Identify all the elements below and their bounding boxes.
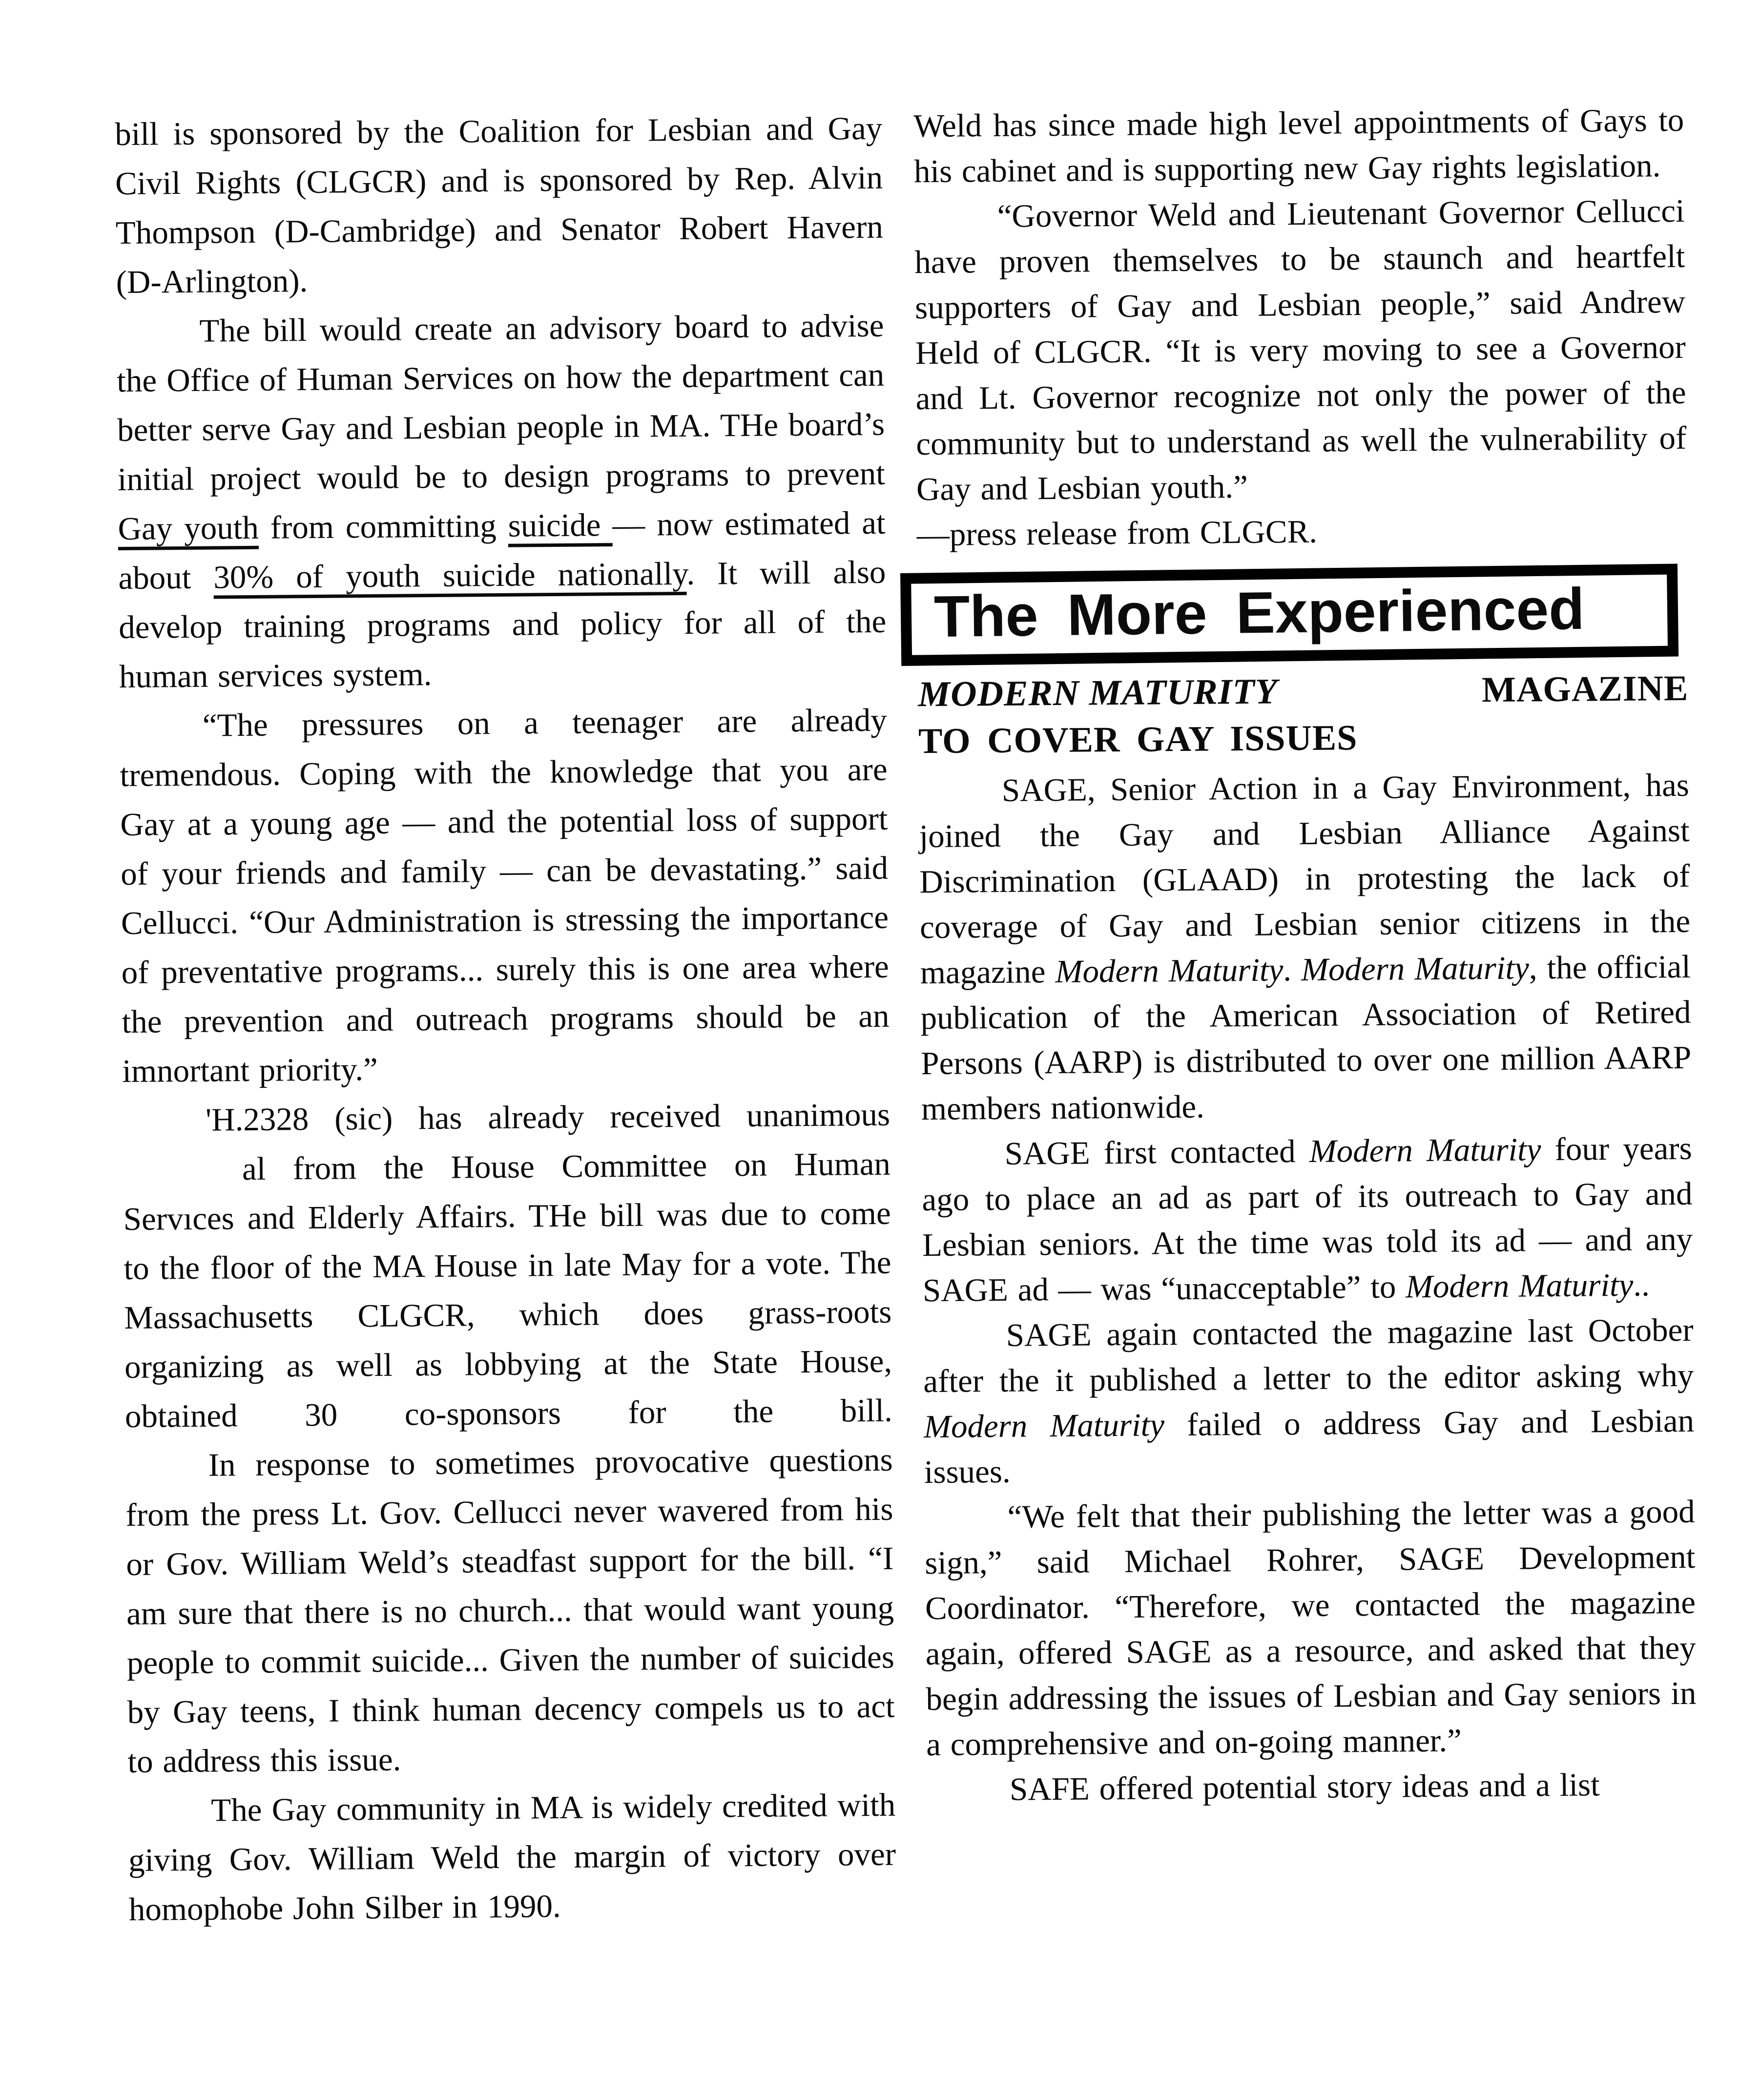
- text-run: 30% of youth suicide nationally: [213, 555, 687, 596]
- print-gap: [123, 1180, 242, 1181]
- paragraph: [123, 1090, 893, 1441]
- text-run: SAGE, Senior Action in a Gay Environment, has joined the Gay and Lesbian Alliance Against Discrimination (GLAAD) in protesting the lack of coverage of Gay and Lesbian senior citizens in the magazine: [919, 767, 1691, 991]
- article-heading-line1: [918, 665, 1689, 718]
- paragraph: [921, 1126, 1693, 1313]
- text-run: The bill would create an advisory board to advise the Office of Human Services on how the department can better serve Gay and Lesbian people in MA. THe board’s initial project would be to design programs to prevent: [116, 307, 886, 498]
- paragraph: [913, 98, 1684, 194]
- right-column: [913, 98, 1697, 1813]
- text-run: In response to sometimes provocative questions from the press Lt. Gov. Cellucci never wavered from his or Gov. William Weld’s steadfast support for the bill. “I am sure that there is no church... that would want young people to commit suicide... Given the number of suicides by Gay teens, I think human decency compels us to act to address this issue.: [125, 1441, 895, 1780]
- text-run: Modern Maturity: [1055, 952, 1284, 990]
- text-run: al from the House Committee on Human: [242, 1145, 891, 1187]
- heading-word: MAGAZINE: [1481, 668, 1689, 710]
- text-run: “The pressures on a teenager are already tremendous. Coping with the knowledge that you are Gay at a young age — and the potential loss of support of your friends and family — can be devastating.” said Cellucci. “Our Administration is stressing the importance of preventative programs... surely this is one area where the prevention and outreach programs should be an imnortant priority.”: [120, 702, 890, 1090]
- text-run: four years ago to place an ad as part of its outreach to Gay and Lesbian seniors. At the time was told its ad — and any SAGE ad — was “unacceptable” to: [922, 1130, 1693, 1309]
- paragraph: [923, 1308, 1695, 1495]
- paragraph: [919, 763, 1692, 1132]
- text-run: —press release from CLGCR.: [916, 513, 1318, 553]
- text-run: “We felt that their publishing the letter was a good sign,” said Michael Rohrer, SAGE Development Coordinator. “Therefore, we contacted the magazine again, offered SAGE as a resource, and asked that they begin addressing the issues of Lesbian and Gay seniors in a comprehensive and on-going manner.”: [925, 1493, 1697, 1763]
- paragraph: [916, 506, 1687, 558]
- text-run: failed o address Gay and Lesbian issues.: [924, 1402, 1695, 1491]
- paragraph: [119, 696, 890, 1096]
- text-run: Servıces and Elderly Affairs. THe bill was due to come to the floor of the MA House in late May for a vote. The Massachusetts CLGCR, which does grass-roots organizing as well as lobbying at the State House, obtained 30 co-sponsors for the bill.: [123, 1195, 893, 1435]
- text-run: ..: [1633, 1267, 1650, 1303]
- text-run: , the official publication of the American Association of Retired Persons (AARP) is distributed to over one million AARP members nationwide.: [920, 948, 1692, 1127]
- paragraph: [927, 1762, 1698, 1813]
- text-run: 'H.2328 (sic) has already received unanimous: [205, 1096, 891, 1138]
- text-run: .: [1283, 952, 1302, 988]
- text-run: Modern Maturity: [1405, 1267, 1634, 1305]
- paragraph: [116, 301, 887, 702]
- text-run: from committing: [258, 507, 508, 546]
- paragraph: [914, 188, 1687, 512]
- text-run: Modern Maturity: [1309, 1131, 1541, 1169]
- text-run: Modern Maturity: [1301, 950, 1530, 988]
- paragraph: [924, 1489, 1697, 1767]
- article-heading: [918, 665, 1689, 765]
- text-run: SAFE offered potential story ideas and a list: [1009, 1767, 1600, 1808]
- paragraph: [125, 1435, 895, 1787]
- paragraph: [115, 104, 884, 307]
- text-run: suicide: [508, 507, 613, 544]
- text-run: . It will also develop training programs and policy for all of the human services system.: [118, 554, 887, 695]
- text-run: “Governor Weld and Lieutenant Governor Cellucci have proven themselves to be staunch and heartfelt supporters of Gay and Lesbian people,” said Andrew Held of CLGCR. “It is very moving to see a Governor and Lt. Governor recognize not only the power of the community but to understand as well the vulnerability of Gay and Lesbian youth.”: [914, 192, 1687, 508]
- left-column: [115, 104, 896, 1934]
- text-run: Weld has since made high level appointments of Gays to his cabinet and is supporting new Gay rights legislation.: [913, 102, 1684, 190]
- headline-text: The More Experienced: [933, 576, 1585, 650]
- text-run: SAGE again contacted the magazine last October after the it published a letter to the editor asking why: [923, 1311, 1694, 1400]
- magazine-title: MODERN MATURITY: [918, 671, 1278, 715]
- headline-box: [900, 564, 1678, 666]
- text-run: The Gay community in MA is widely credited with giving Gov. William Weld the margin of victory over homophobe John Silber in 1990.: [128, 1787, 896, 1928]
- text-run: Modern Maturity: [923, 1407, 1165, 1445]
- text-run: — now estimated at about: [118, 504, 886, 597]
- text-run: bill is sponsored by the Coalition for Lesbian and Gay Civil Rights (CLGCR) and is sponsored by Rep. Alvin Thompson (D-Cambridge) and Senator Robert Havern (D-Arlington).: [114, 110, 884, 301]
- text-run: SAGE first contacted: [1004, 1133, 1310, 1172]
- article-heading-line2: TO COVER GAY ISSUES: [918, 718, 1358, 762]
- paragraph: [128, 1781, 896, 1934]
- text-run: Gay youth: [118, 509, 259, 547]
